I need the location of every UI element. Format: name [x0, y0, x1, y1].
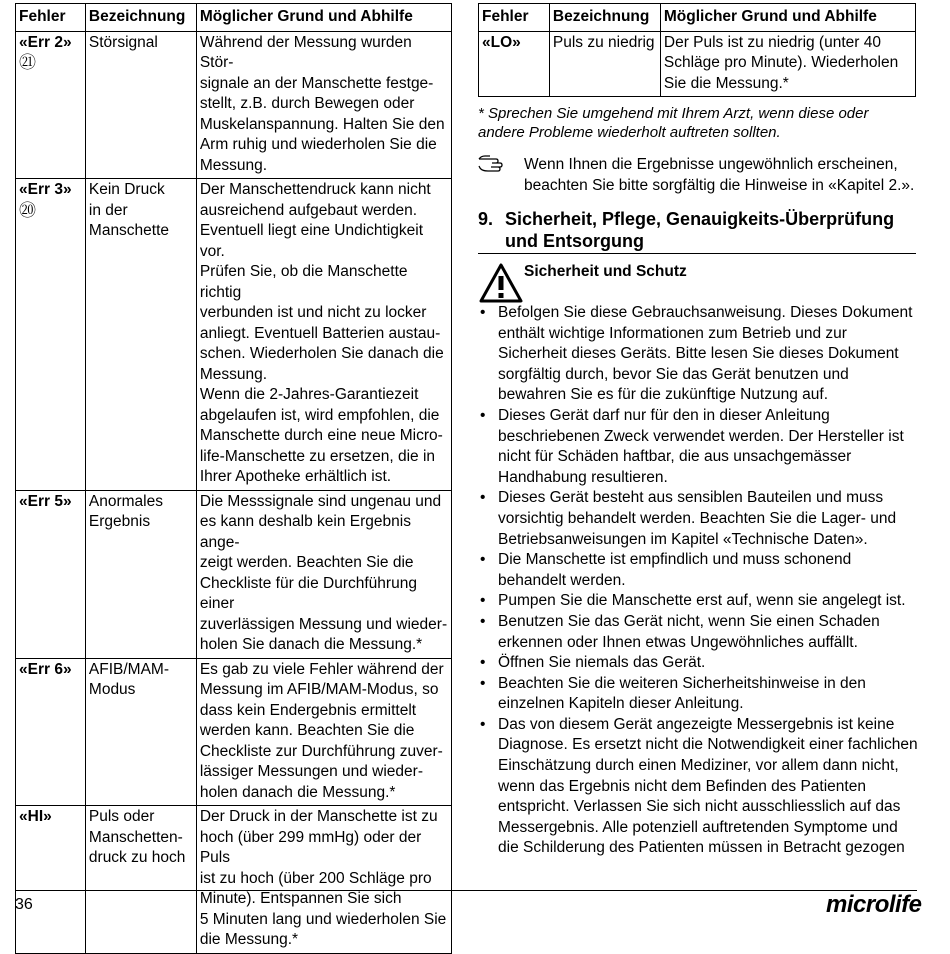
footnote: * Sprechen Sie umgehend mit Ihrem Arzt, wenn diese oder andere Probleme wiederholt auftreten sollten. — [478, 105, 869, 141]
table-row — [479, 31, 916, 97]
col-header-error: Fehler — [479, 4, 550, 32]
bullet-icon: • — [480, 715, 486, 733]
error-table-right — [478, 3, 916, 97]
error-code: «LO» — [482, 33, 521, 51]
col-header-designation: Bezeichnung — [549, 4, 660, 32]
safety-bullet-list — [478, 303, 918, 859]
error-code: «Err 5» — [19, 492, 72, 510]
error-code: «Err 3» — [19, 181, 72, 198]
bullet-icon: • — [480, 304, 486, 321]
error-code: «Err 6» — [19, 660, 72, 678]
list-item — [478, 591, 918, 612]
list-item-text: Öffnen Sie niemals das Gerät. — [498, 654, 706, 672]
error-reason: Es gab zu viele Fehler während der Messung im AFIB/MAM-Modus, so dass kein Endergebnis ermittelt werden kann. Beachten Sie die Checkliste zur Durchführung zuver- lässiger Messungen und wieder- holen danach die Messung.* — [196, 658, 451, 806]
table-header-row — [479, 4, 916, 32]
note — [478, 155, 918, 196]
warning-triangle-icon — [478, 262, 524, 304]
table-header-row — [16, 4, 452, 32]
error-code: «Err 2» — [19, 33, 72, 51]
error-code-cell — [479, 31, 550, 97]
error-name: Störsignal — [85, 31, 196, 179]
list-item-text: Beachten Sie die weiteren Sicherheitshinweise in den einzelnen Kapiteln dieser Anleitung. — [498, 674, 866, 713]
error-code-cell — [16, 658, 86, 806]
error-code-cell — [16, 179, 86, 491]
bullet-icon: • — [480, 612, 486, 630]
list-item-text: Dieses Gerät darf nur für den in dieser Anleitung beschriebenen Zweck verwendet werden. Der Hersteller ist nicht für Schäden haftbar, die aus unsachgemässer Handhabung resultieren. — [498, 406, 904, 486]
col-header-reason: Möglicher Grund und Abhilfe — [660, 4, 915, 32]
table-row — [16, 490, 452, 658]
list-item-text: Dieses Gerät besteht aus sensiblen Bauteilen und muss vorsichtig behandelt werden. Beachten Sie die Lager- und Betriebsanweisungen im Kapitel «Technische Daten». — [498, 489, 897, 548]
error-code-cell — [16, 806, 86, 954]
note-text: Wenn Ihnen die Ergebnisse ungewöhnlich erscheinen, beachten Sie bitte sorgfältig die Hinweise in «Kapitel 2.». — [524, 156, 915, 194]
section-heading — [478, 208, 918, 252]
brand-logo: microlife — [826, 891, 922, 918]
error-code-cell — [16, 490, 86, 658]
list-item-text: Das von diesem Gerät angezeigte Messergebnis ist keine Diagnose. Es ersetzt nicht die Notwendigkeit einer fachlichen Einschätzung durch einen Mediziner, vor allem dann nicht, wenn das Ergebnis nicht dem Befinden des Patienten entspricht. Verlassen Sie sich nicht ausschliesslich auf das Messergebnis. Alle potenziell auftretenden Symptome und die Schilderung des Patienten müssen in Betracht gezogen — [498, 715, 918, 857]
footer-divider — [15, 890, 917, 891]
error-reason: Der Druck in der Manschette ist zu hoch (über 299 mmHg) oder der Puls ist zu hoch (über 200 Schläge pro Minute). Entspannen Sie sich 5 Minuten lang und wiederholen Sie die Messung.* — [196, 806, 451, 954]
error-reason: Der Puls ist zu niedrig (unter 40 Schläge pro Minute). Wiederholen Sie die Messung.* — [660, 31, 915, 97]
table-row — [16, 806, 452, 954]
error-reason: Während der Messung wurden Stör- signale an der Manschette festge- stellt, z.B. durch Bewegen oder Muskelanspannung. Halten Sie den Arm ruhig und wiederholen Sie die Messung. — [196, 31, 451, 179]
list-item — [478, 406, 918, 488]
list-item-text: Befolgen Sie diese Gebrauchsanweisung. Dieses Dokument enthält wichtige Informationen zum Betrieb und zur Sicherheit dieses Geräts. Bitte lesen Sie dieses Dokument sorgfältig durch, bevor Sie das Gerät benutzen und bewahren Sie es für die zukünftige Nutzung auf. — [498, 304, 913, 404]
page-number: 36 — [15, 896, 33, 913]
list-item-text: Die Manschette ist empfindlich und muss schonend behandelt werden. — [498, 551, 852, 589]
list-item — [478, 550, 918, 591]
error-table-left — [15, 3, 452, 954]
list-item-text: Benutzen Sie das Gerät nicht, wenn Sie einen Schaden erkennen oder Ihnen etwas Ungewöhnliches auffällt. — [498, 612, 880, 651]
section-number: 9. — [478, 209, 494, 229]
section-divider — [478, 253, 916, 254]
list-item — [478, 653, 918, 674]
table-row — [16, 179, 452, 491]
error-name: Kein Druck in der Manschette — [85, 179, 196, 491]
error-name: AFIB/MAM- Modus — [85, 658, 196, 806]
list-item — [478, 488, 918, 550]
col-header-reason: Möglicher Grund und Abhilfe — [196, 4, 451, 32]
error-reason: Der Manschettendruck kann nicht ausreichend aufgebaut werden. Eventuell liegt eine Undichtigkeit vor. Prüfen Sie, ob die Manschette richtig verbunden ist und nicht zu locker anliegt. Eventuell Batterien austau- schen. Wiederholen Sie danach die Messung. Wenn die 2-Jahres-Garantiezeit abgelaufen ist, wird empfohlen, die Manschette durch eine neue Micro- life-Manschette zu ersetzen, die in Ihrer Apotheke erhältlich ist. — [196, 179, 451, 491]
list-item — [478, 303, 918, 406]
list-item — [478, 715, 918, 859]
list-item — [478, 674, 918, 715]
bullet-icon: • — [480, 654, 486, 672]
col-header-designation: Bezeichnung — [85, 4, 196, 32]
col-header-error: Fehler — [16, 4, 86, 32]
bullet-icon: • — [480, 551, 486, 569]
list-item — [478, 612, 918, 653]
bullet-icon: • — [480, 406, 486, 424]
bullet-icon: • — [480, 674, 486, 692]
error-reason: Die Messsignale sind ungenau und es kann deshalb kein Ergebnis ange- zeigt werden. Beachten Sie die Checkliste für die Durchführung einer zuverlässigen Messung und wieder- holen Sie danach die Messung.* — [196, 490, 451, 658]
error-code-cell — [16, 31, 86, 179]
pointing-hand-icon — [478, 153, 510, 175]
error-name: Anormales Ergebnis — [85, 490, 196, 658]
error-name: Puls oder Manschetten- druck zu hoch — [85, 806, 196, 954]
error-code: «HI» — [19, 808, 52, 825]
list-item-text: Pumpen Sie die Manschette erst auf, wenn sie angelegt ist. — [498, 592, 906, 610]
figure-ref: ⑳ — [19, 200, 36, 220]
table-row — [16, 658, 452, 806]
bullet-icon: • — [480, 592, 486, 610]
figure-ref: ㉑ — [19, 53, 36, 72]
bullet-icon: • — [480, 489, 486, 507]
table-row — [16, 31, 452, 179]
section-title: Sicherheit, Pflege, Genauigkeits-Überprüfung und Entsorgung — [505, 209, 895, 251]
subsection-title: Sicherheit und Schutz — [524, 263, 687, 280]
error-name: Puls zu niedrig — [549, 31, 660, 97]
